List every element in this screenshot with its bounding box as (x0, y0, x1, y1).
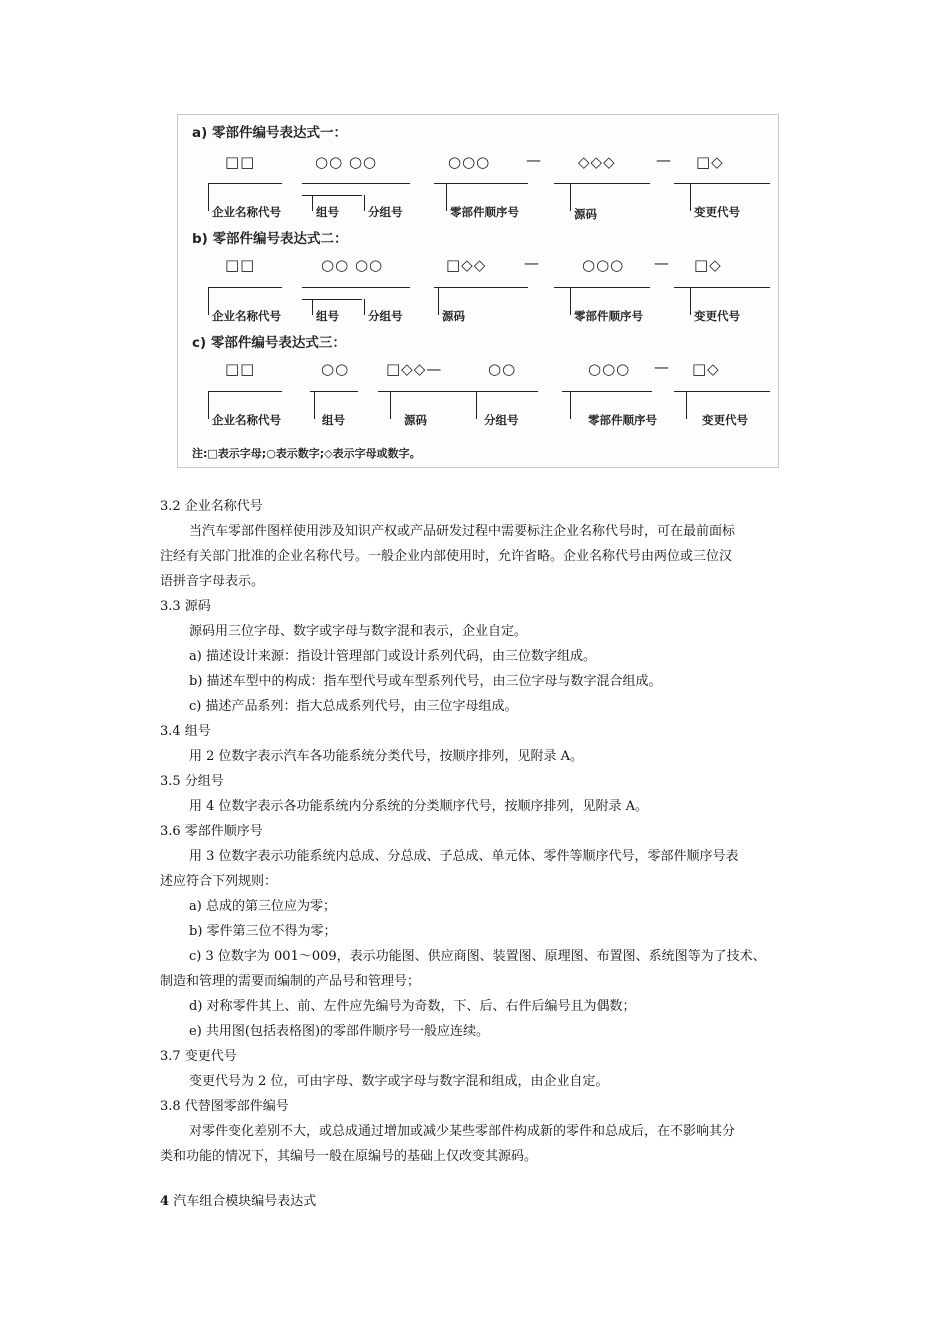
form-b-symbol: — (524, 254, 540, 272)
bracket-line (312, 195, 313, 211)
bracket-line (438, 287, 439, 315)
form-a-symbol: ◇◇◇ (578, 153, 616, 171)
form-c-label: 组号 (322, 413, 345, 427)
form-a-label: 组号 (316, 205, 339, 219)
chapter-number: 4 (160, 1194, 170, 1209)
list-item-continued: 制造和管理的需要而编制的产品号和管理号； (160, 974, 421, 989)
paragraph-line: 源码用三位字母、数字或字母与数字混和表示，企业自定。 (189, 624, 528, 639)
form-c-symbol: ○○ (321, 360, 350, 378)
section-heading: 3.3 源码 (160, 599, 211, 614)
list-item: a) 描述设计来源：指设计管理部门或设计系列代码，由三位数字组成。 (189, 649, 596, 664)
form-b-symbol: ○○ ○○ (321, 256, 384, 274)
form-a-label: 零部件顺序号 (450, 205, 519, 219)
paragraph-line: 用 2 位数字表示汽车各功能系统分类代号，按顺序排列，见附录 A。 (189, 749, 584, 764)
form-b-label: 变更代号 (694, 309, 740, 323)
bracket-line (476, 391, 477, 419)
form-c-symbol: □◇ (692, 360, 720, 378)
form-b-symbol: □□ (225, 256, 256, 274)
bracket-line (446, 183, 447, 211)
form-c-symbol: ○○○ (588, 360, 631, 378)
form-b-symbol: — (654, 254, 670, 272)
paragraph-line: 对零件变化差别不大，或总成通过增加或减少某些零部件构成新的零件和总成后，在不影响其分 (189, 1124, 736, 1139)
bracket-line (208, 183, 209, 211)
section-heading: 3.6 零部件顺序号 (160, 824, 263, 839)
form-b-label: 企业名称代号 (212, 309, 281, 323)
form-c-title: c) 零部件编号表达式三： (192, 335, 346, 351)
form-c-symbol: □□ (225, 360, 256, 378)
form-a-symbol: ○○ ○○ (315, 153, 378, 171)
form-a-label: 企业名称代号 (212, 205, 281, 219)
bracket-line (302, 195, 362, 196)
figure-note: 注:□表示字母;○表示数字;◇表示字母或数字。 (192, 447, 421, 460)
form-a-title: a) 零部件编号表达式一： (192, 125, 347, 141)
bracket-line (686, 391, 687, 419)
bracket-line (310, 391, 358, 392)
bracket-line (554, 287, 650, 288)
paragraph-line: 类和功能的情况下，其编号一般在原编号的基础上仅改变其源码。 (160, 1149, 538, 1164)
list-item: a) 总成的第三位应为零； (189, 899, 336, 914)
paragraph-line: 用 3 位数字表示功能系统内总成、分总成、子总成、单元体、零件等顺序代号，零部件顺序号表 (189, 849, 739, 864)
bracket-line (314, 391, 315, 419)
bracket-line (570, 287, 571, 315)
section-heading: 3.2 企业名称代号 (160, 499, 263, 514)
form-a-symbol: □◇ (696, 153, 724, 171)
form-c-label: 零部件顺序号 (588, 413, 657, 427)
section-heading: 3.7 变更代号 (160, 1049, 237, 1064)
chapter-title: 汽车组合模块编号表达式 (173, 1194, 317, 1209)
form-b-label: 源码 (442, 309, 465, 323)
bracket-line (690, 183, 691, 211)
form-b-title: b) 零部件编号表达式二： (192, 231, 348, 247)
form-a-symbol: □□ (225, 153, 256, 171)
bracket-line (390, 391, 391, 419)
form-a-symbol: — (656, 151, 672, 169)
list-item: c) 3 位数字为 001～009，表示功能图、供应商图、装置图、原理图、布置图、系统图等为了技术、 (189, 949, 766, 964)
bracket-line (208, 287, 282, 288)
list-item: d) 对称零件其上、前、左件应先编号为奇数，下、后、右件后编号且为偶数； (189, 999, 636, 1014)
form-a-label: 变更代号 (694, 205, 740, 219)
form-a-label: 分组号 (368, 205, 403, 219)
list-item: b) 描述车型中的构成：指车型代号或车型系列代号，由三位字母与数字混合组成。 (189, 674, 662, 689)
form-b-label: 分组号 (368, 309, 403, 323)
bracket-line (208, 183, 282, 184)
bracket-line (562, 391, 652, 392)
section-heading: 3.5 分组号 (160, 774, 224, 789)
bracket-line (302, 183, 410, 184)
form-b-label: 零部件顺序号 (574, 309, 643, 323)
section-heading: 3.4 组号 (160, 724, 211, 739)
bracket-line (570, 183, 571, 211)
form-c-symbol: □◇◇— (386, 360, 443, 378)
bracket-line (364, 299, 365, 315)
paragraph-line: 变更代号为 2 位，可由字母、数字或字母与数字混和组成，由企业自定。 (189, 1074, 609, 1089)
paragraph-line: 当汽车零部件图样使用涉及知识产权或产品研发过程中需要标注企业名称代号时，可在最前面标 (189, 524, 736, 539)
paragraph-line: 注经有关部门批准的企业名称代号。一般企业内部使用时，允许省略。企业名称代号由两位或三位汉 (160, 549, 733, 564)
form-a-symbol: — (526, 151, 542, 169)
bracket-line (570, 391, 571, 419)
bracket-line (364, 195, 365, 211)
bracket-line (302, 287, 410, 288)
bracket-line (434, 287, 528, 288)
bracket-line (378, 391, 538, 392)
form-a-label: 源码 (574, 207, 597, 221)
paragraph-line: 语拼音字母表示。 (160, 574, 265, 589)
bracket-line (302, 299, 362, 300)
bracket-line (312, 299, 313, 315)
paragraph-line: 述应符合下列规则： (160, 874, 278, 889)
form-c-label: 分组号 (484, 413, 519, 427)
bracket-line (690, 287, 691, 315)
form-b-label: 组号 (316, 309, 339, 323)
bracket-line (208, 391, 282, 392)
form-c-label: 变更代号 (702, 413, 748, 427)
form-a-symbol: ○○○ (448, 153, 491, 171)
part-number-format-figure (177, 114, 779, 468)
form-b-symbol: □◇◇ (446, 256, 487, 274)
form-c-label: 源码 (404, 413, 427, 427)
list-item: b) 零件第三位不得为零； (189, 924, 337, 939)
chapter-heading (160, 1190, 316, 1209)
list-item: c) 描述产品系列：指大总成系列代号，由三位字母组成。 (189, 699, 518, 714)
form-b-symbol: □◇ (694, 256, 722, 274)
bracket-line (674, 183, 770, 184)
bracket-line (434, 183, 528, 184)
section-heading: 3.8 代替图零部件编号 (160, 1099, 289, 1114)
form-c-symbol: — (654, 358, 670, 376)
paragraph-line: 用 4 位数字表示各功能系统内分系统的分类顺序代号，按顺序排列，见附录 A。 (189, 799, 649, 814)
bracket-line (554, 183, 650, 184)
form-c-symbol: ○○ (488, 360, 517, 378)
bracket-line (674, 287, 770, 288)
bracket-line (208, 287, 209, 315)
list-item: e) 共用图(包括表格图)的零部件顺序号一般应连续。 (189, 1024, 490, 1039)
bracket-line (674, 391, 770, 392)
bracket-line (208, 391, 209, 419)
form-c-label: 企业名称代号 (212, 413, 281, 427)
form-b-symbol: ○○○ (582, 256, 625, 274)
